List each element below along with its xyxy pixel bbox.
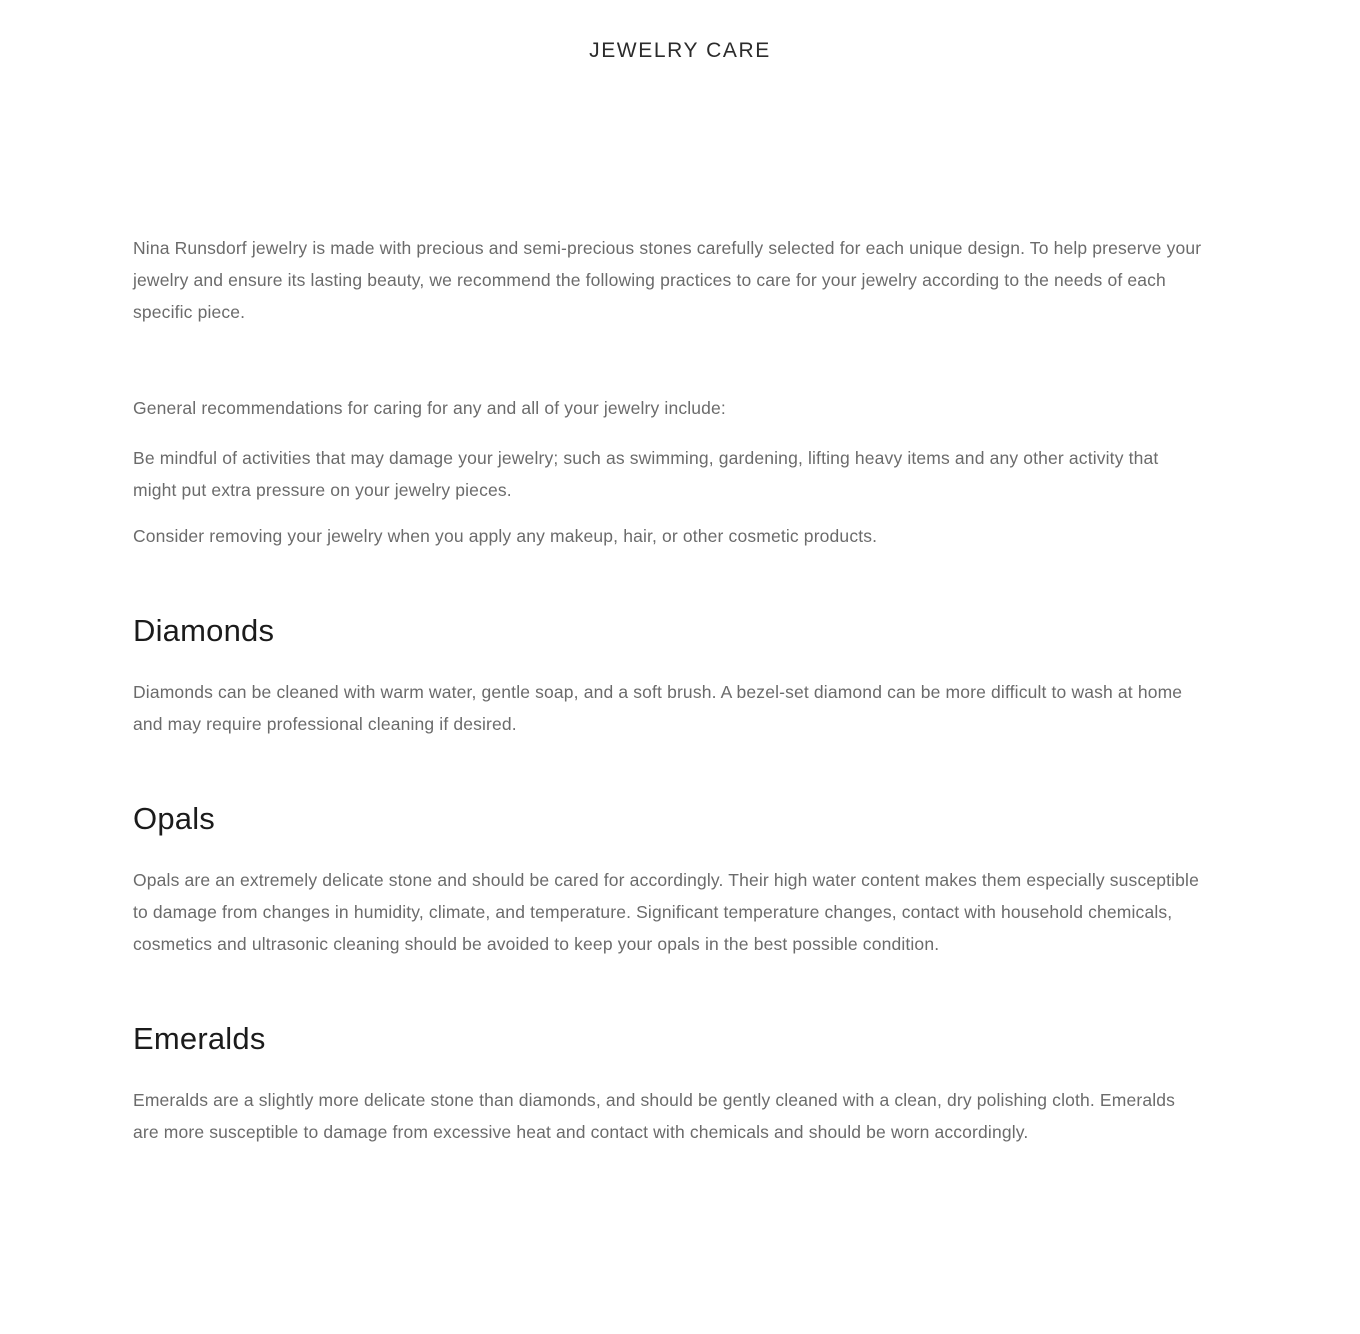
section-diamonds (133, 614, 1205, 740)
section-body-opals: Opals are an extremely delicate stone and should be cared for accordingly. Their high water content makes them especially susceptible to damage from changes in humidity, climate, and temperature. Significant temperature changes, contact with household chemicals, cosmetics and ultrasonic cleaning should be avoided to keep your opals in the best possible condition. (133, 870, 1199, 955)
spacer (133, 960, 1205, 1022)
spacer (133, 648, 1205, 676)
section-emeralds (133, 1022, 1205, 1148)
page-title: JEWELRY CARE (589, 39, 771, 63)
spacer (133, 506, 1205, 520)
section-heading-opals: Opals (133, 801, 215, 837)
section-heading-diamonds: Diamonds (133, 613, 275, 648)
general-recommendation-item-1: Be mindful of activities that may damage your jewelry; such as swimming, gardening, lifting heavy items and any other activity that might put extra pressure on your jewelry pieces. (133, 448, 1159, 500)
spacer (133, 740, 1205, 802)
section-body-diamonds: Diamonds can be cleaned with warm water, gentle soap, and a soft brush. A bezel-set diamond can be more difficult to wash at home and may require professional cleaning if desired. (133, 682, 1183, 735)
section-body-emeralds: Emeralds are a slightly more delicate stone than diamonds, and should be gently cleaned with a clean, dry polishing cloth. Emeralds are more susceptible to damage from excessive heat and contact with chemicals and should be worn accordingly. (133, 1090, 1176, 1143)
section-heading-emeralds: Emeralds (133, 1021, 266, 1057)
spacer (133, 424, 1205, 442)
section-opals (133, 802, 1205, 960)
general-recommendation-item-2: Consider removing your jewelry when you apply any makeup, hair, or other cosmetic products. (133, 526, 878, 546)
spacer (133, 836, 1205, 864)
spacer (133, 1056, 1205, 1084)
spacer (133, 328, 1205, 392)
article-content (133, 232, 1205, 1148)
spacer (133, 552, 1205, 614)
general-recommendations-lead: General recommendations for caring for any and all of your jewelry include: (133, 398, 726, 418)
intro-paragraph: Nina Runsdorf jewelry is made with precious and semi-precious stones carefully selected for each unique design. To help preserve your jewelry and ensure its lasting beauty, we recommend the following practices to care for your jewelry according to the needs of each specific piece. (133, 238, 1202, 322)
